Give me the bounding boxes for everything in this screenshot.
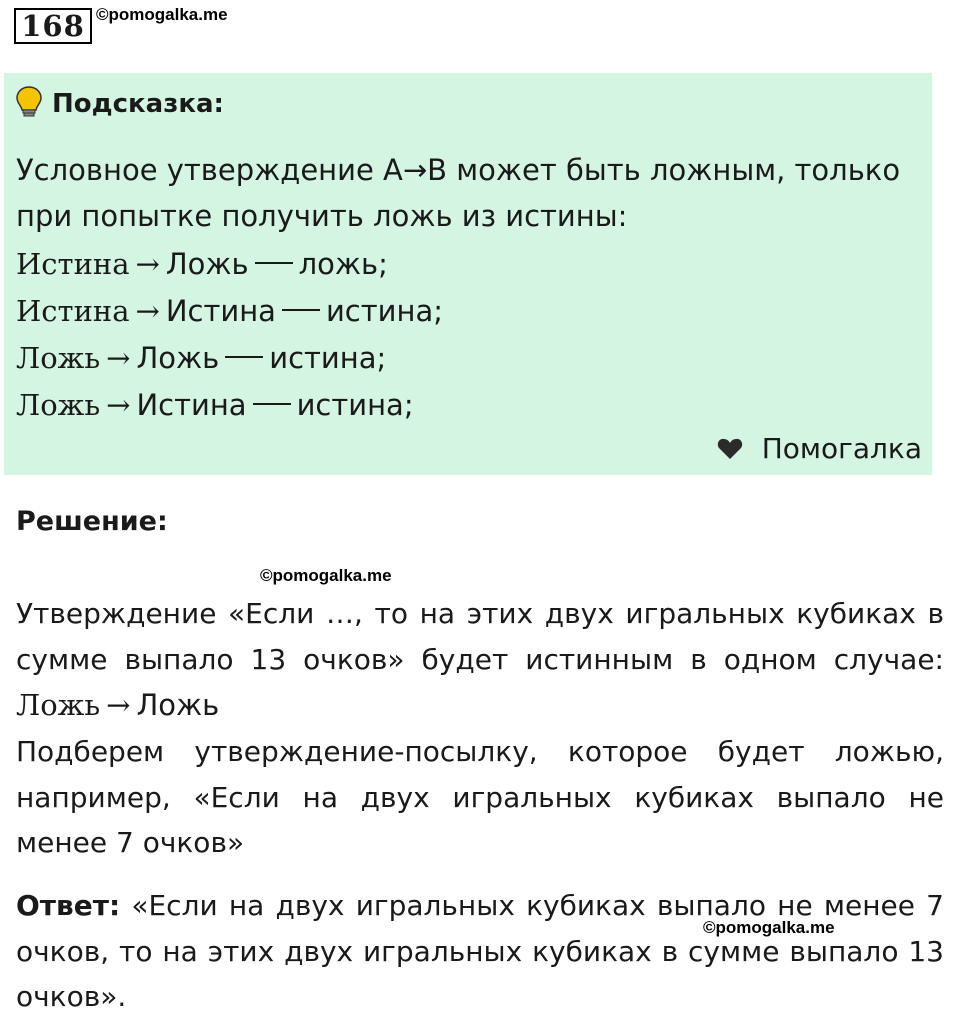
case-conclusion: Ложь <box>136 688 220 722</box>
watermark-top: ©pomogalka.me <box>96 5 228 24</box>
solution-line-4: например, «Если на двух игральных кубиках выпало не <box>16 781 944 814</box>
solution-line-3: Подберем утверждение-посылку, которое будет ложью, <box>16 735 944 768</box>
solution-line-5: менее 7 очков» <box>16 826 245 859</box>
arrow-icon: → <box>135 294 160 328</box>
rule-conclusion: Истина <box>136 388 247 422</box>
solution-heading: Решение: <box>16 506 168 537</box>
answer-line-3: очков». <box>16 980 127 1013</box>
heart-icon <box>717 432 752 465</box>
dash <box>282 309 320 311</box>
rule-premise: Истина <box>16 247 130 281</box>
solution-line-2: сумме выпало 13 очков» будет истинным в одном случае: <box>16 643 944 676</box>
task-number-box: 168 <box>14 8 92 44</box>
solution-case <box>16 685 219 725</box>
watermark-middle: ©pomogalka.me <box>260 566 392 585</box>
lightbulb-icon <box>16 86 42 125</box>
hint-title-text: Подсказка: <box>52 89 224 119</box>
rule-row <box>16 385 414 425</box>
hint-line-1: Условное утверждение А→В может быть ложным, только <box>16 153 901 187</box>
rule-result: истина; <box>269 341 387 375</box>
answer-line-2: очков, то на этих двух игральных кубиках в сумме выпало 13 <box>16 935 944 968</box>
answer-text-1: «Если на двух игральных кубиках выпало не менее 7 <box>131 889 944 922</box>
dash <box>225 356 263 358</box>
brand-text: Помогалка <box>761 432 922 465</box>
arrow-icon: → <box>106 341 131 375</box>
rule-row <box>16 338 386 378</box>
arrow-icon: → <box>106 388 131 422</box>
hint-line-2: при попытке получить ложь из истины: <box>16 199 628 233</box>
dash <box>253 403 291 405</box>
rule-result: истина; <box>296 388 414 422</box>
arrow-icon: → <box>135 247 160 281</box>
rule-conclusion: Ложь <box>136 341 220 375</box>
rule-conclusion: Истина <box>165 294 276 328</box>
dash <box>255 262 293 264</box>
watermark-bottom: ©pomogalka.me <box>703 918 835 937</box>
solution-line-1: Утверждение «Если …, то на этих двух игральных кубиках в <box>16 597 944 630</box>
rule-result: ложь; <box>298 247 388 281</box>
rule-premise: Истина <box>16 294 130 328</box>
answer-label: Ответ: <box>16 889 121 922</box>
rule-premise: Ложь <box>16 341 101 375</box>
brand-label <box>717 432 922 465</box>
hint-title <box>16 86 224 125</box>
rule-row <box>16 291 443 331</box>
arrow-icon: → <box>106 688 131 722</box>
rule-premise: Ложь <box>16 388 101 422</box>
rule-conclusion: Ложь <box>165 247 249 281</box>
rule-result: истина; <box>325 294 443 328</box>
rule-row <box>16 244 388 284</box>
case-premise: Ложь <box>16 688 101 722</box>
